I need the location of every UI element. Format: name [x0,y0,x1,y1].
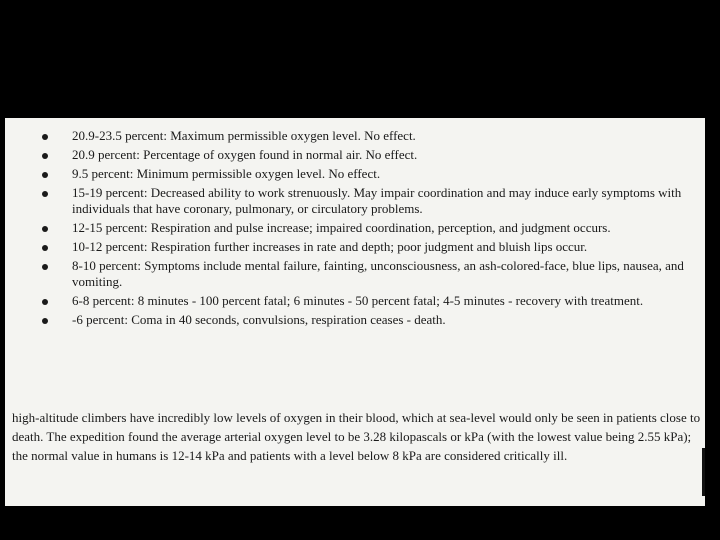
oxygen-levels-list [5,128,705,331]
list-item [5,220,705,236]
list-item-text: 8-10 percent: Symptoms include mental failure, fainting, unconsciousness, an ash-colored-face, blue lips, nausea, and vomiting. [72,258,684,289]
bullet-icon [42,245,48,251]
list-item [5,239,705,255]
list-item-text: 10-12 percent: Respiration further increases in rate and depth; poor judgment and bluish lips occur. [72,239,588,254]
list-item [5,166,705,182]
body-paragraph: high-altitude climbers have incredibly low levels of oxygen in their blood, which at sea-level would only be seen in patients close to death. The expedition found the average arterial oxygen level to be 3.28 kilopascals or kPa (with the lowest value being 2.55 kPa); the normal value in humans is 12-14 kPa and patients with a level below 8 kPa are considered critically ill. [12,410,701,463]
list-item [5,258,705,290]
list-item [5,147,705,163]
list-item-text: 9.5 percent: Minimum permissible oxygen level. No effect. [72,166,381,181]
bullet-icon [42,191,48,197]
list-item [5,293,705,309]
bullet-icon [42,134,48,140]
bullet-icon [42,172,48,178]
list-item [5,128,705,144]
list-item-text: 6-8 percent: 8 minutes - 100 percent fatal; 6 minutes - 50 percent fatal; 4-5 minutes - recovery with treatment. [72,293,644,308]
list-item-text: 20.9 percent: Percentage of oxygen found in normal air. No effect. [72,147,418,162]
scanned-document-page [5,118,705,506]
bullet-icon [42,299,48,305]
list-item-text: 20.9-23.5 percent: Maximum permissible oxygen level. No effect. [72,128,416,143]
list-item-text: 15-19 percent: Decreased ability to work strenuously. May impair coordination and may induce early symptoms with individuals that have coronary, pulmonary, or circulatory problems. [72,185,682,216]
list-item [5,312,705,328]
bullet-icon [42,318,48,324]
list-item-text: -6 percent: Coma in 40 seconds, convulsions, respiration ceases - death. [72,312,446,327]
bullet-icon [42,264,48,270]
scan-edge-mark [702,448,705,496]
bullet-icon [42,226,48,232]
bullet-icon [42,153,48,159]
list-item [5,185,705,217]
list-item-text: 12-15 percent: Respiration and pulse increase; impaired coordination, perception, and judgment occurs. [72,220,611,235]
